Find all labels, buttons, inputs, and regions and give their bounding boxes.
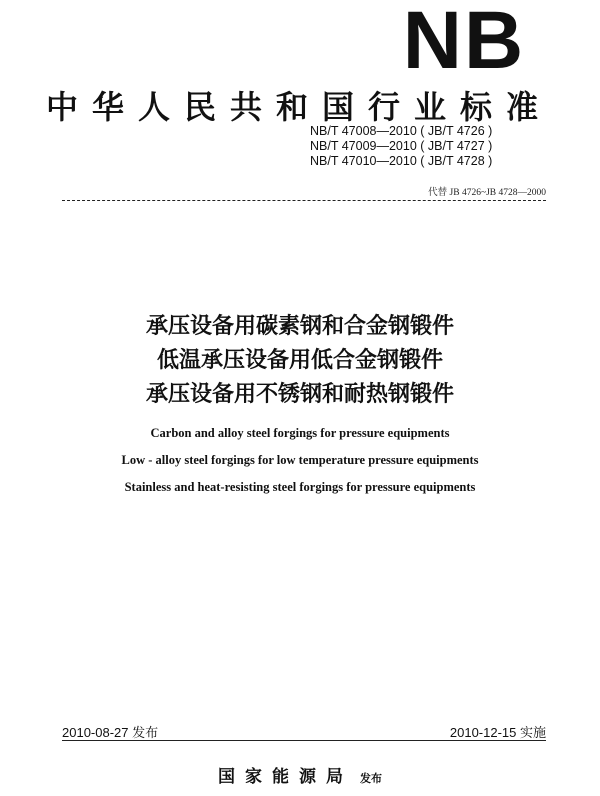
standard-category-title: 中华人民共和国行业标准 — [46, 88, 553, 126]
english-title: Carbon and alloy steel forgings for pressure equipments — [150, 426, 450, 440]
standard-code: NB/T 47009—2010 ( JB/T 4727 ) — [310, 139, 493, 153]
top-divider — [62, 200, 546, 201]
english-title: Low - alloy steel forgings for low temperature pressure equipments — [121, 453, 479, 467]
standard-code: NB/T 47008—2010 ( JB/T 4726 ) — [310, 124, 493, 138]
standard-codes — [310, 124, 560, 169]
replaces-note: 代替 JB 4726~JB 4728—2000 — [428, 188, 546, 198]
chinese-title: 承压设备用不锈钢和耐热钢锻件 — [145, 382, 454, 407]
implementation-date: 2010-12-15 实施 — [449, 725, 546, 740]
chinese-titles — [0, 310, 600, 412]
chinese-title: 低温承压设备用低合金钢锻件 — [156, 348, 443, 373]
publisher-line — [0, 762, 600, 787]
publisher-action: 发布 — [360, 772, 383, 785]
nb-logo — [398, 2, 530, 76]
chinese-title: 承压设备用碳素钢和合金钢锻件 — [145, 314, 454, 339]
standard-code: NB/T 47010—2010 ( JB/T 4728 ) — [310, 154, 493, 168]
logo-text: NB — [402, 2, 526, 76]
publisher-org: 国家能源局 — [217, 767, 353, 787]
bottom-divider — [62, 740, 546, 741]
english-titles — [0, 420, 600, 501]
issue-date: 2010-08-27 发布 — [62, 725, 159, 740]
english-title: Stainless and heat-resisting steel forgings for pressure equipments — [124, 480, 476, 494]
